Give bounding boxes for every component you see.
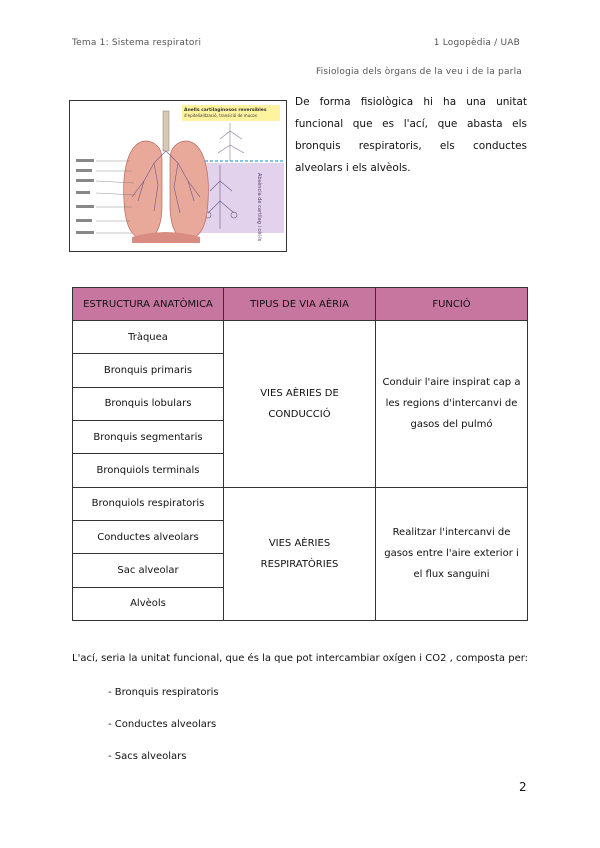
lung-figure [69, 100, 287, 252]
airway-type-respiratory: VIES AÈRIES RESPIRATÒRIES [224, 487, 376, 620]
function-respiratory: Realitzar l'intercanvi de gasos entre l'aire exterior i el flux sanguini [376, 487, 528, 620]
header-function: FUNCIÓ [376, 288, 528, 321]
structure-cell: Conductes alveolars [73, 520, 224, 553]
figure-side-label: Absència de cartílag i cèl·ls [256, 173, 262, 242]
header-airway-type: TIPUS DE VIA AÈRIA [224, 288, 376, 321]
structure-cell: Bronquis segmentaris [73, 420, 224, 453]
header-structure: ESTRUCTURA ANATÒMICA [73, 288, 224, 321]
table-row [73, 321, 528, 354]
airway-type-conduction: VIES AÈRIES DE CONDUCCIÓ [224, 321, 376, 488]
structure-cell: Bronquis lobulars [73, 387, 224, 420]
page-number: 2 [519, 780, 527, 794]
header-right: 1 Logopèdia / UAB [433, 38, 520, 48]
airway-structure-table [72, 287, 528, 621]
list-item: - Conductes alveolars [108, 719, 217, 730]
structure-cell: Bronquiols terminals [73, 454, 224, 487]
structure-cell: Alvèols [73, 587, 224, 620]
structure-cell: Sac alveolar [73, 554, 224, 587]
lung-illustration [70, 101, 286, 251]
acinus-component-list [108, 686, 219, 782]
figure-label-line2: d'epitelialització, transició de mucos [184, 113, 257, 118]
header-left: Tema 1: Sistema respiratori [72, 38, 202, 48]
acinus-paragraph: L'ací, seria la unitat funcional, que és la que pot intercambiar oxígen i CO2 , composta per: [72, 653, 529, 664]
intro-paragraph: De forma fisiològica hi ha una unitat funcional que es l'ací, que abasta els bronquis respiratoris, els conductes alveolars i els alvèols. [295, 96, 527, 174]
list-item: - Bronquis respiratoris [108, 687, 219, 698]
structure-cell: Tràquea [73, 321, 224, 354]
table-row [73, 487, 528, 520]
list-item: - Sacs alveolars [108, 751, 187, 762]
structure-cell: Bronquiols respiratoris [73, 487, 224, 520]
figure-label-line1: Anells cartilaginosos reversibles [184, 108, 267, 113]
table-header-row [73, 288, 528, 321]
function-conduction: Conduir l'aire inspirat cap a les regions d'intercanvi de gasos del pulmó [376, 321, 528, 488]
header-subtitle: Fisiologia dels òrgans de la veu i de la parla [315, 67, 522, 77]
structure-cell: Bronquis primaris [73, 354, 224, 387]
